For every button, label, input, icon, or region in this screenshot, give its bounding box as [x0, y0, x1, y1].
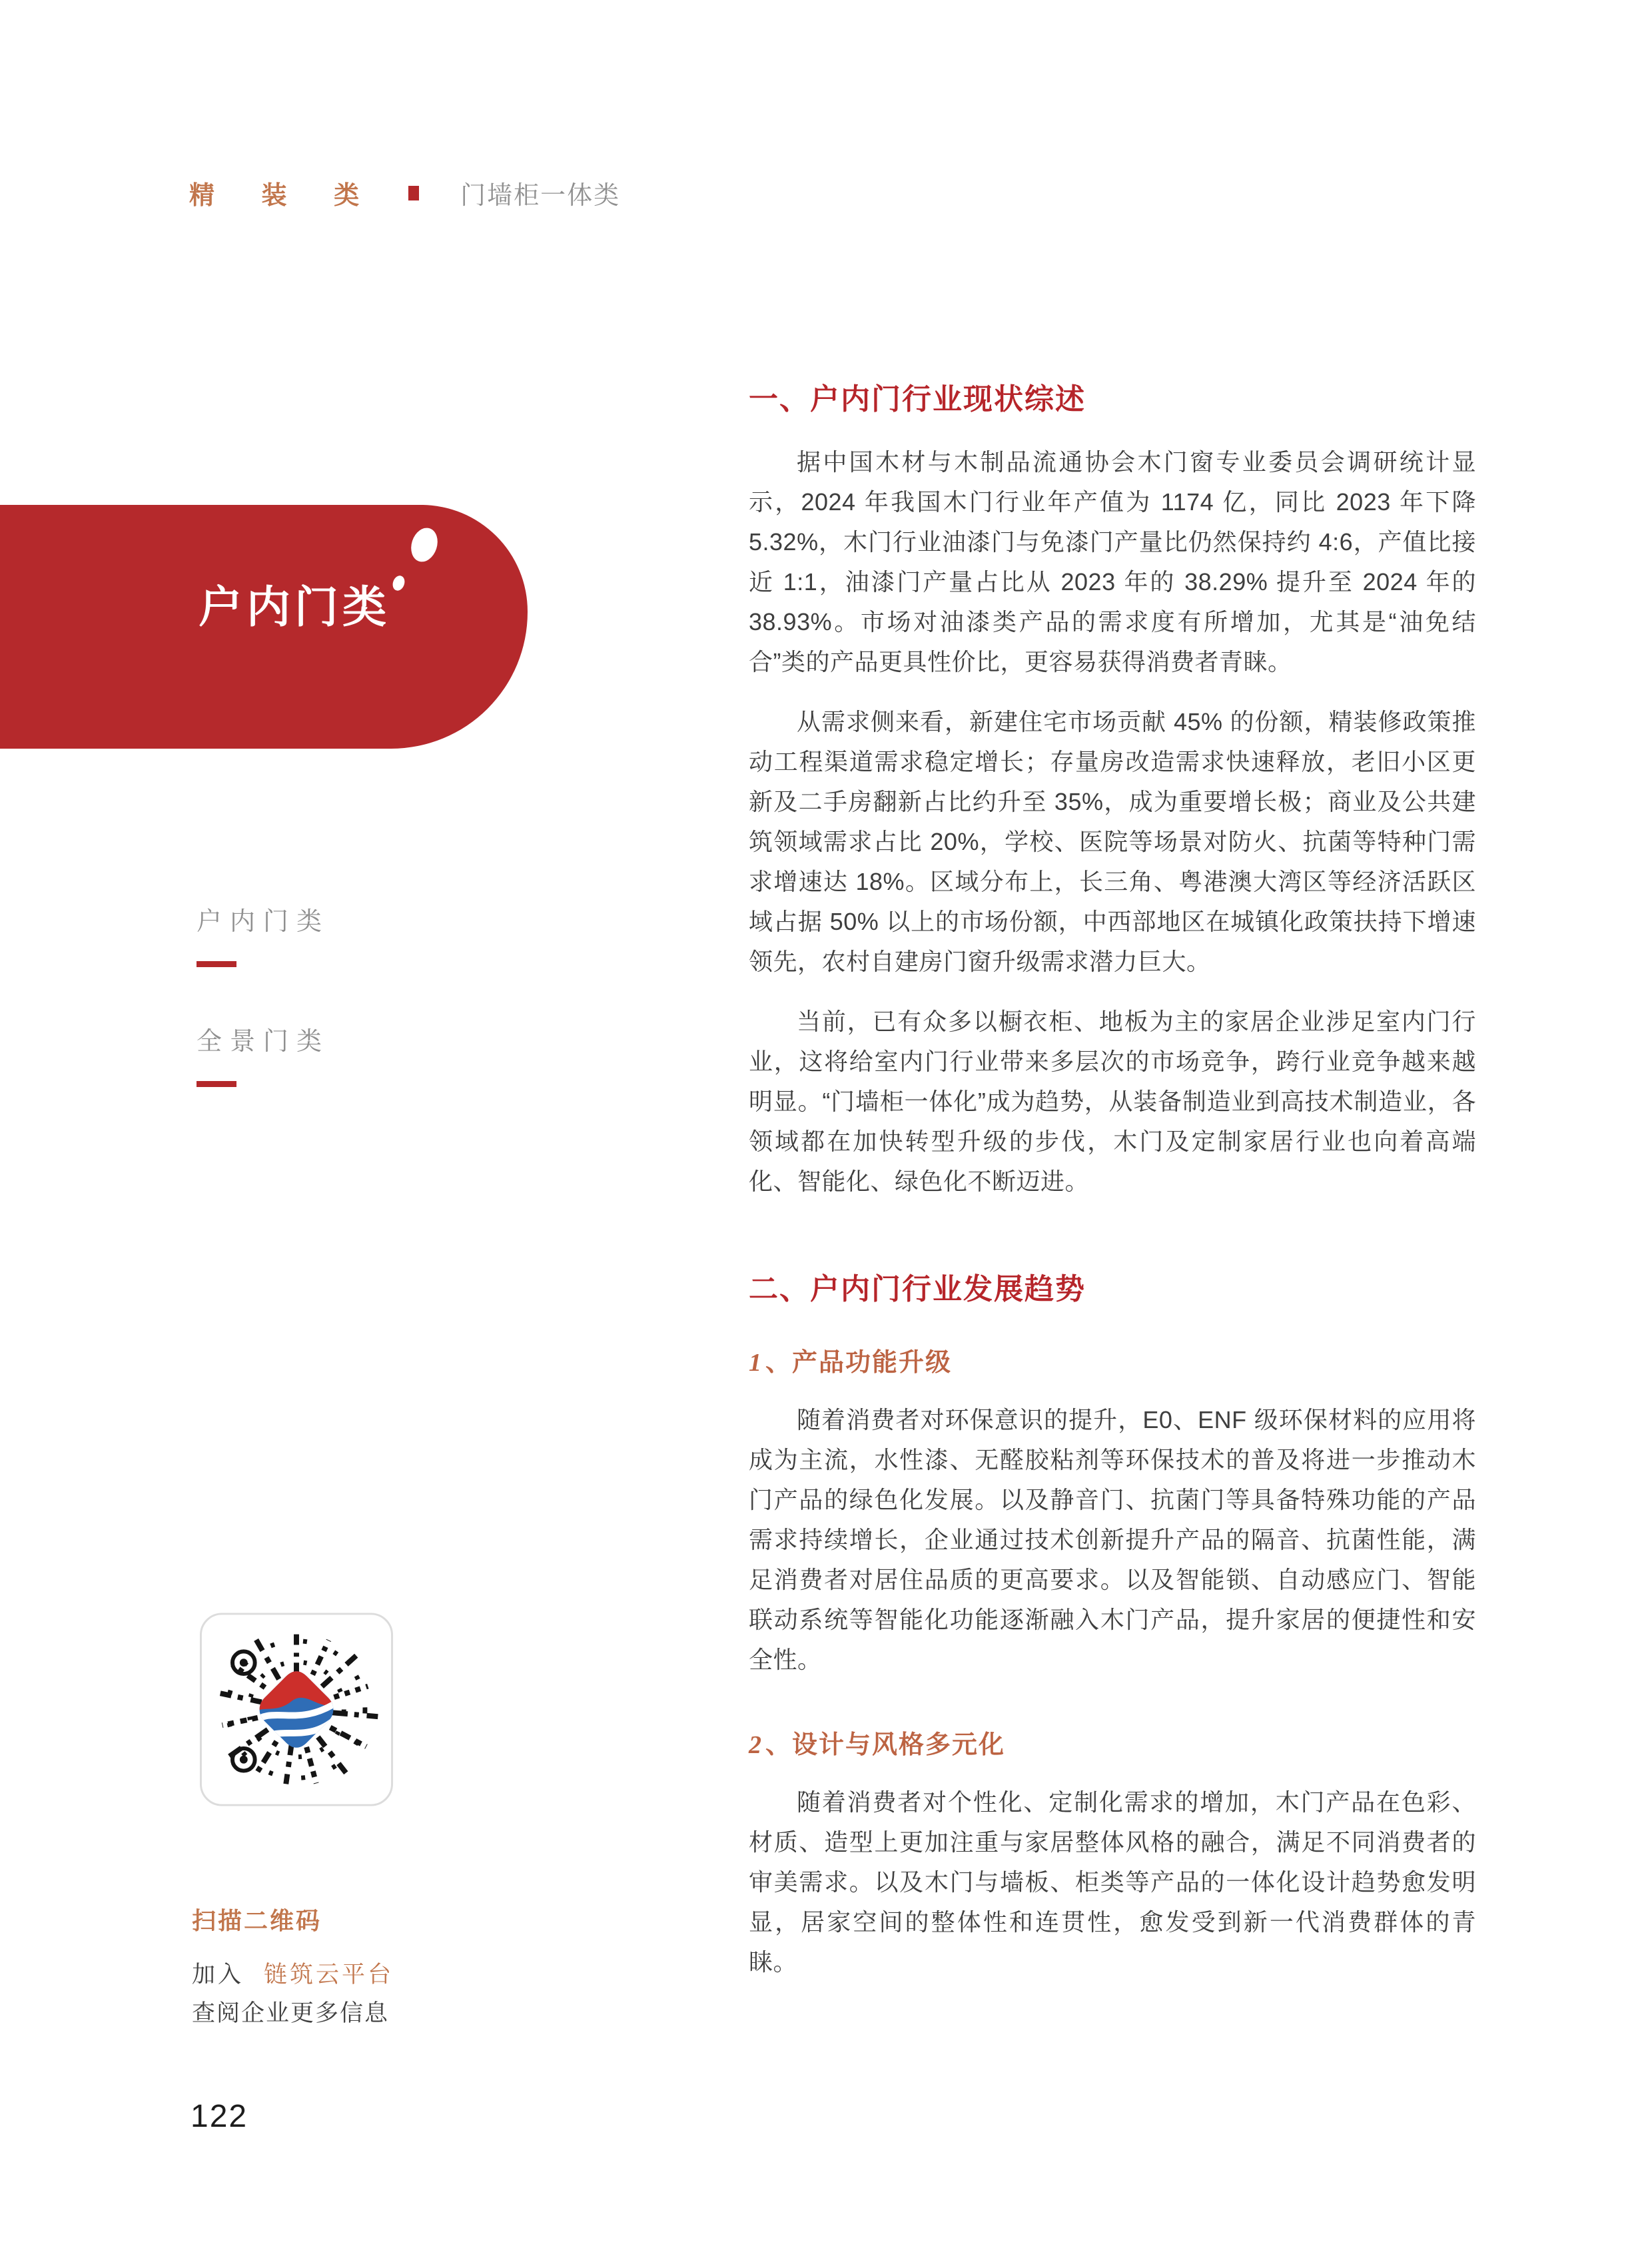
chapter-banner: [0, 505, 528, 749]
qr-code-image: [197, 1611, 396, 1808]
qr-more-info: 查阅企业更多信息: [192, 2000, 390, 2026]
page-number: 122: [191, 2099, 248, 2134]
subsection-title: 、设计与风格多元化: [765, 1731, 1006, 1759]
red-dash-icon: [197, 961, 236, 967]
qr-join-prefix: 加入: [192, 1962, 244, 1988]
subsection-number: 2: [749, 1731, 763, 1759]
platform-name-link[interactable]: 链筑云平台: [264, 1962, 394, 1988]
sidebar-item-label: 户内门类: [197, 908, 330, 936]
section-heading-2: 二、户内门行业发展趋势: [749, 1273, 1086, 1306]
qr-caption-block: [192, 1902, 538, 2028]
main-content: [749, 373, 1476, 2002]
paragraph: 从需求侧来看，新建住宅市场贡献 45% 的份额，精装修政策推动工程渠道需求稳定增长；存量房改造需求快速释放，老旧小区更新及二手房翻新占比约升至 35%，成为重要增长极；商业及公共建筑领域需求占比 20%，学校、医院等场景对防火、抗菌等特种门需求增速达 18%。区域分布上，长三角、粤港澳大湾区等经济活跃区域占据 50% 以上的市场份额，中西部地区在城镇化政策扶持下增速领先，农村自建房门窗升级需求潜力巨大。: [749, 708, 1476, 975]
subsection-title: 、产品功能升级: [765, 1349, 953, 1377]
sidebar-item-label: 全景门类: [197, 1028, 330, 1056]
paragraph: 随着消费者对个性化、定制化需求的增加，木门产品在色彩、材质、造型上更加注重与家居整体风格的融合，满足不同消费者的审美需求。以及木门与墙板、柜类等产品的一体化设计趋势愈发明显，居家空间的整体性和连贯性，愈发受到新一代消费群体的青睐。: [749, 1788, 1476, 1976]
page-header: [189, 175, 620, 211]
red-dash-icon: [197, 1081, 236, 1087]
qr-join-line: [192, 1956, 538, 1990]
paragraph: 据中国木材与木制品流通协会木门窗专业委员会调研统计显示，2024 年我国木门行业年产值为 1174 亿，同比 2023 年下降 5.32%，木门行业油漆门与免漆门产量比仍然保持约 4:6，产值比接近 1:1，油漆门产量占比从 2023 年的 38.29% 提升至 2024 年的 38.93%。市场对油漆类产品的需求度有所增加，尤其是“油免结合”类的产品更具性价比，更容易获得消费者青睐。: [749, 448, 1476, 675]
chapter-title: 户内门类: [199, 582, 390, 631]
decor-dot-large-icon: [407, 524, 442, 565]
red-square-bullet-icon: [408, 186, 419, 200]
paragraph: 随着消费者对环保意识的提升，E0、ENF 级环保材料的应用将成为主流，水性漆、无醛胶粘剂等环保技术的普及将进一步推动木门产品的绿色化发展。以及静音门、抗菌门等具备特殊功能的产品需求持续增长，企业通过技术创新提升产品的隔音、抗菌性能，满足消费者对居住品质的更高要求。以及智能锁、自动感应门、智能联动系统等智能化功能逐渐融入木门产品，提升家居的便捷性和安全性。: [749, 1406, 1476, 1673]
subsection-number: 1: [749, 1349, 763, 1377]
subsection-heading-2: [749, 1725, 1476, 1765]
paragraph: 当前，已有众多以橱衣柜、地板为主的家居企业涉足室内门行业，这将给室内门行业带来多层次的市场竞争，跨行业竞争越来越明显。“门墙柜一体化”成为趋势，从装备制造业到高技术制造业，各领域都在加快转型升级的步伐，木门及定制家居行业也向着高端化、智能化、绿色化不断迈进。: [749, 1008, 1476, 1195]
qr-code-card: [197, 1611, 396, 1808]
qr-scan-title: 扫描二维码: [192, 1907, 322, 1934]
header-topic-label: 门墙柜一体类: [460, 182, 621, 210]
subsection-heading-1: [749, 1343, 1476, 1383]
sidebar-item-interior-doors[interactable]: [197, 901, 330, 967]
header-category-label: 精 装 类: [189, 182, 380, 210]
section-heading-1: 一、户内门行业现状综述: [749, 383, 1086, 416]
sidebar-item-panorama-doors[interactable]: [197, 1020, 330, 1087]
decor-dot-small-icon: [391, 574, 407, 592]
